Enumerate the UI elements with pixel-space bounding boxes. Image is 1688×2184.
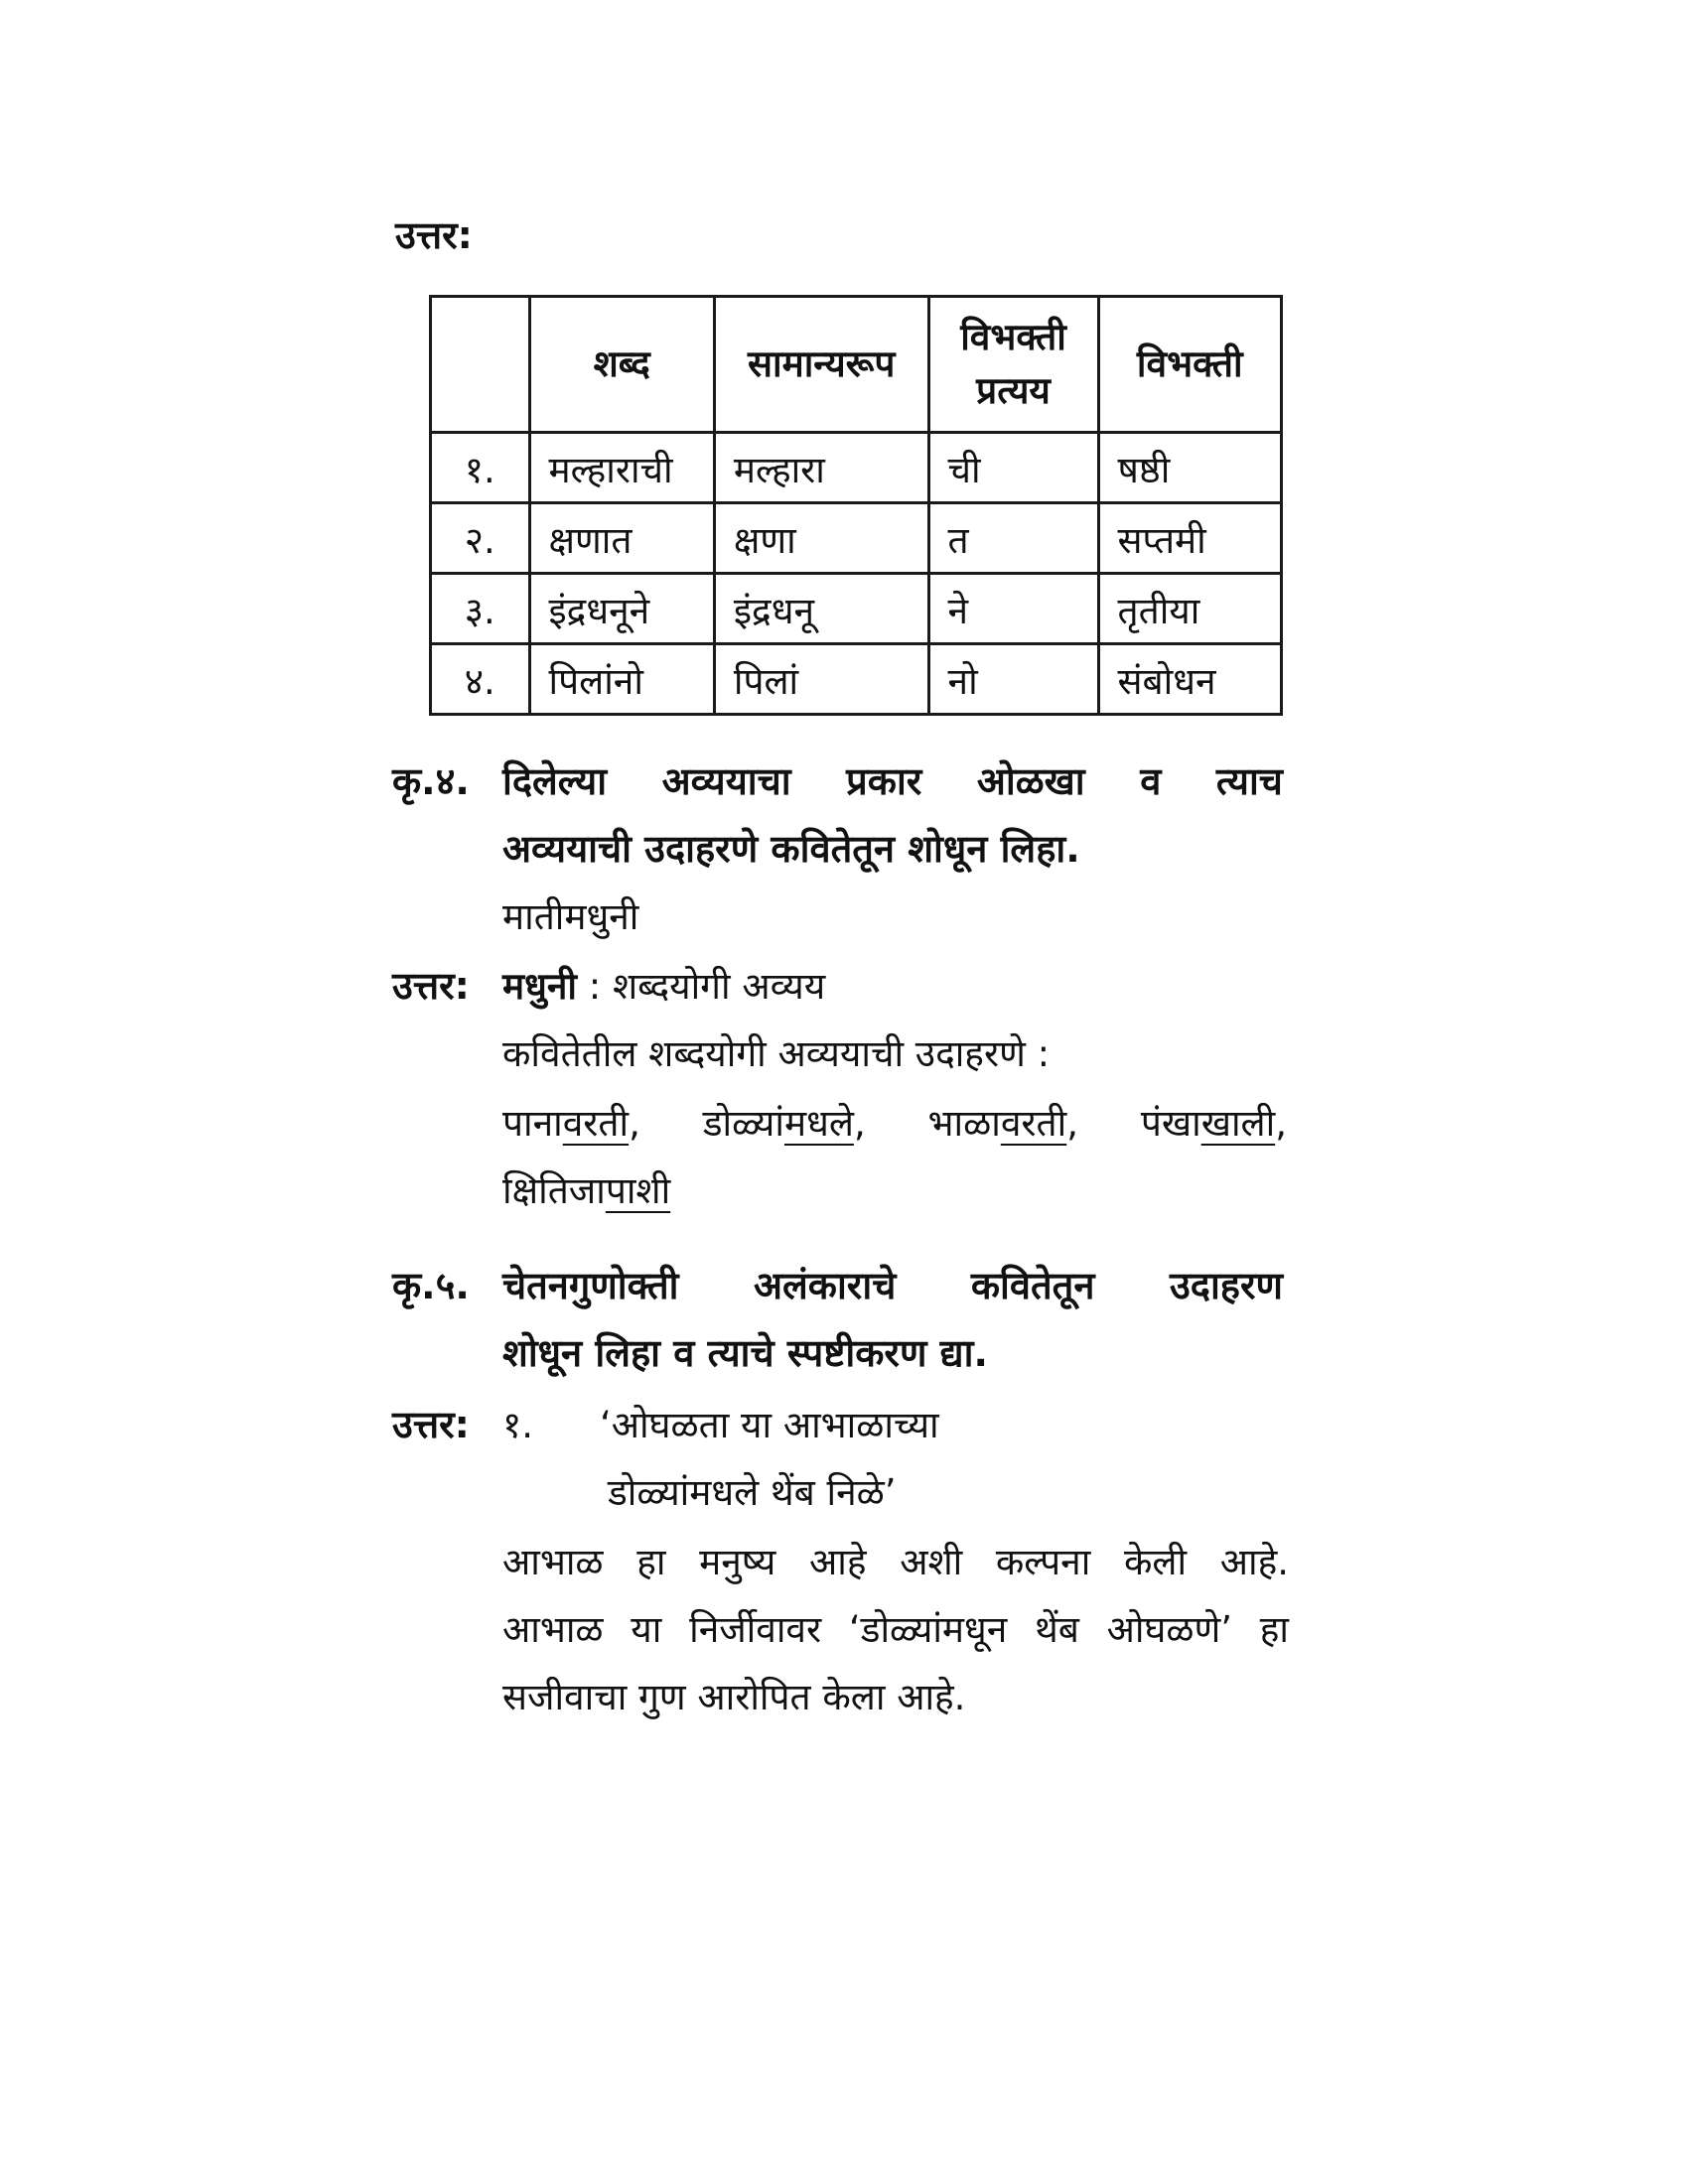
q4-word: ओळखा: [976, 759, 1085, 803]
table-row: [431, 503, 1282, 574]
explain-word: थेंब: [1035, 1608, 1079, 1651]
q4-word: प्रकार: [846, 759, 922, 803]
question-4-number: कृ.४.: [392, 759, 470, 803]
cell-shabd: इंद्रधनूने: [529, 574, 714, 644]
question-4-line2: अव्ययाची उदाहरणे कवितेतून शोधून लिहा.: [502, 827, 1080, 871]
cell-pratyay: त: [928, 503, 1098, 574]
explain-word: ‘डोळ्यांमधून: [848, 1608, 1008, 1651]
q5-word: उदाहरण: [1169, 1264, 1283, 1307]
example-suffix: वरती: [562, 1102, 630, 1145]
examples-intro: कवितेतील शब्दयोगी अव्ययाची उदाहरणे :: [502, 1032, 1051, 1075]
cell-samanyarup: क्षणा: [714, 503, 928, 574]
table-header-row: [431, 297, 1282, 433]
quote-line-1: ‘ओघळता या आभाळाच्या: [600, 1404, 939, 1446]
explain-word: हा: [636, 1541, 666, 1583]
example-suffix: पाशी: [605, 1169, 671, 1212]
explain-word: आहे: [809, 1541, 867, 1583]
example-base: डोळ्यां: [702, 1102, 784, 1145]
example-base: पंखा: [1140, 1102, 1201, 1145]
table-row: [431, 433, 1282, 503]
explain-word: आहे.: [1219, 1541, 1289, 1583]
question-4-given-word: मातीमधुनी: [502, 895, 639, 938]
explanation-line-1: [502, 1535, 1289, 1585]
cell-vibhakti: संबोधन: [1098, 644, 1281, 715]
explanation-line-2: [502, 1602, 1289, 1653]
answer-word: मधुनी: [502, 965, 577, 1008]
explain-word: ओघळणे’: [1106, 1608, 1232, 1651]
cell-vibhakti: तृतीया: [1098, 574, 1281, 644]
quote-line-2: डोळ्यांमधले थेंब निळे’: [608, 1471, 897, 1514]
cell-shabd: पिलांनो: [529, 644, 714, 715]
cell-pratyay: ने: [928, 574, 1098, 644]
table-header-cell: [431, 297, 530, 433]
q4-word: अव्ययाचा: [661, 759, 791, 803]
example-base: क्षितिजा: [502, 1169, 606, 1212]
table-header-cell: विभक्ती: [1098, 297, 1281, 433]
table-row: [431, 644, 1282, 715]
explain-word: मनुष्य: [699, 1541, 776, 1583]
explain-word: आभाळ: [502, 1608, 604, 1651]
table-row: [431, 574, 1282, 644]
explain-word: या: [631, 1608, 662, 1651]
question-4-line1: [502, 754, 1283, 806]
cell-vibhakti: सप्तमी: [1098, 503, 1281, 574]
cell-vibhakti: षष्ठी: [1098, 433, 1281, 503]
example-base: पाना: [502, 1102, 563, 1145]
answer-item-number: १.: [502, 1404, 534, 1446]
table-header-cell: विभक्ती प्रत्यय: [928, 297, 1098, 433]
cell-samanyarup: मल्हारा: [714, 433, 928, 503]
example-separator: ,: [1066, 1102, 1078, 1145]
question-4-answer: [502, 959, 825, 1010]
q4-word: व: [1140, 759, 1162, 803]
answer-label: उत्तर:: [395, 213, 473, 257]
question-5-answer-label: उत्तर:: [392, 1403, 470, 1446]
q4-word: त्याच: [1215, 759, 1283, 803]
question-5-line1: [502, 1259, 1283, 1310]
table-header-cell: सामान्यरूप: [714, 297, 928, 433]
q5-word: कवितेतून: [970, 1264, 1095, 1307]
explain-word: निर्जीवावर: [689, 1608, 822, 1651]
example-separator: ,: [1275, 1102, 1287, 1145]
example-suffix: खाली: [1200, 1102, 1276, 1145]
explain-word: अशी: [900, 1541, 963, 1583]
q5-word: चेतनगुणोक्ती: [502, 1264, 679, 1307]
cell-samanyarup: इंद्रधनू: [714, 574, 928, 644]
example-item: [928, 1096, 1078, 1147]
explain-word: आभाळ: [502, 1541, 604, 1583]
cell-pratyay: नो: [928, 644, 1098, 715]
examples-line-last: [502, 1163, 670, 1214]
cell-shabd: मल्हाराची: [529, 433, 714, 503]
row-number: ४.: [431, 644, 530, 715]
table-header-cell: शब्द: [529, 297, 714, 433]
cell-pratyay: ची: [928, 433, 1098, 503]
cell-samanyarup: पिलां: [714, 644, 928, 715]
example-suffix: मधले: [783, 1102, 854, 1145]
cell-shabd: क्षणात: [529, 503, 714, 574]
example-suffix: वरती: [1000, 1102, 1067, 1145]
row-number: ३.: [431, 574, 530, 644]
explain-word: केली: [1123, 1541, 1188, 1583]
question-5-line2: शोधून लिहा व त्याचे स्पष्टीकरण द्या.: [502, 1331, 988, 1375]
row-number: २.: [431, 503, 530, 574]
explain-word: कल्पना: [995, 1541, 1091, 1583]
explanation-line-3: सजीवाचा गुण आरोपित केला आहे.: [502, 1676, 966, 1718]
question-5-number: कृ.५.: [392, 1264, 470, 1307]
example-separator: ,: [629, 1102, 640, 1145]
q4-word: दिलेल्या: [502, 759, 608, 803]
vibhakti-table: [429, 295, 1283, 716]
example-item: [1141, 1096, 1287, 1147]
example-item: [502, 1096, 640, 1147]
row-number: १.: [431, 433, 530, 503]
example-item: [703, 1096, 866, 1147]
example-separator: ,: [853, 1102, 866, 1145]
answer-type: : शब्दयोगी अव्यय: [588, 965, 826, 1008]
explain-word: हा: [1259, 1608, 1289, 1651]
question-4-answer-label: उत्तर:: [392, 964, 470, 1008]
q5-word: अलंकाराचे: [753, 1264, 897, 1307]
example-base: भाळा: [927, 1102, 1001, 1145]
examples-line: [502, 1096, 1287, 1147]
